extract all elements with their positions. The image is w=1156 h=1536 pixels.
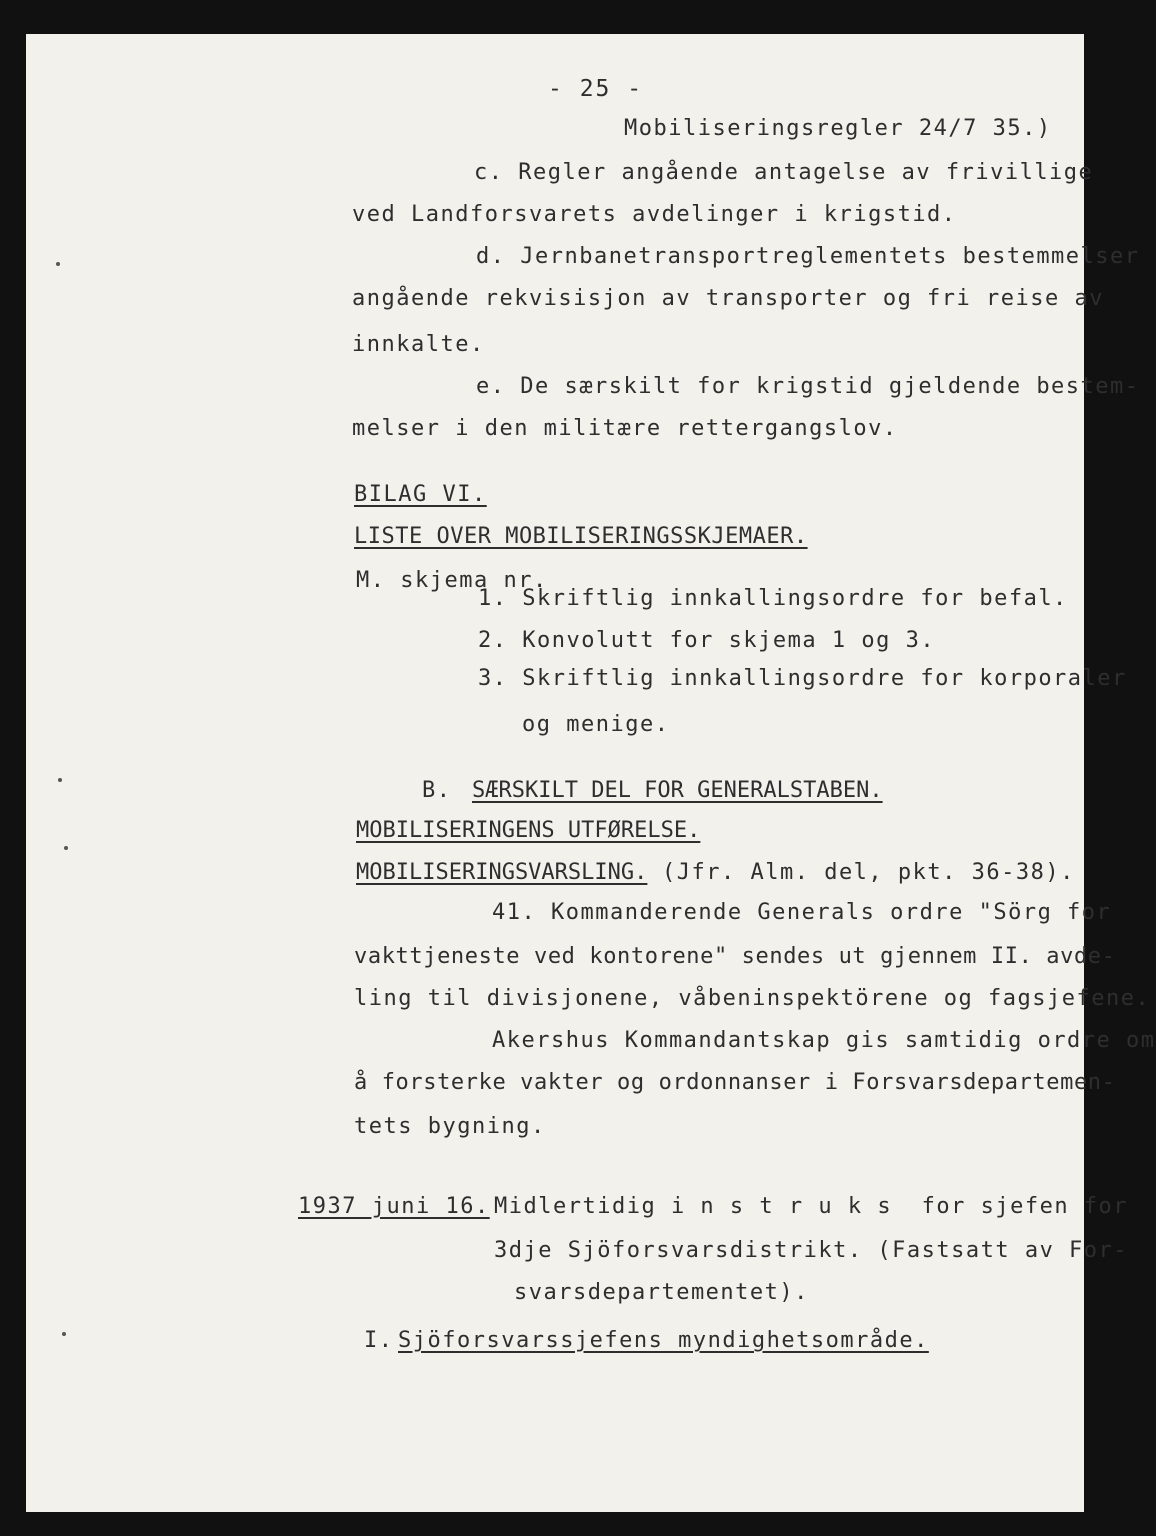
date-entry: 1937 juni 16. [298,1194,490,1219]
varsling-reference: (Jfr. Alm. del, pkt. 36-38). [662,860,1075,885]
item-c: c. Regler angående antagelse av frivillige [474,160,1094,185]
instruks-line3: svarsdepartementet). [514,1280,809,1305]
item-d-cont: angående rekvisisjon av transporter og fri reise av [352,286,1105,311]
item-d: d. Jernbanetransportreglementets bestemmelser [476,244,1140,269]
margin-mark [64,846,68,850]
instruks-line1: Midlertidig i n s t r u k s for sjefen for [494,1194,1129,1219]
item-c-cont: ved Landforsvarets avdelinger i krigstid. [352,202,957,227]
para41-line2: vakttjeneste ved kontorene" sendes ut gjennem II. avde- [354,944,1116,969]
section-b-prefix: B. [422,778,452,803]
skjema-item-2: 2. Konvolutt for skjema 1 og 3. [478,628,936,653]
heading-utforelse: MOBILISERINGENS UTFØRELSE. [356,818,701,843]
header-reference: Mobiliseringsregler 24/7 35.) [624,116,1052,141]
para41-line6: tets bygning. [354,1114,546,1139]
page-number: - 25 - [548,76,644,102]
section-b-title: SÆRSKILT DEL FOR GENERALSTABEN. [472,778,883,803]
margin-mark [58,778,62,782]
para41-line5: å forsterke vakter og ordonnanser i Forsvarsdepartemen- [354,1070,1116,1095]
bilag-subtitle: LISTE OVER MOBILISERINGSSKJEMAER. [354,524,808,549]
margin-mark [56,262,60,266]
para41-line4: Akershus Kommandantskap gis samtidig ordre om [492,1028,1156,1053]
item-e: e. De særskilt for krigstid gjeldende bestem- [476,374,1140,399]
heading-varsling: MOBILISERINGSVARSLING. [356,860,648,885]
item-d-cont2: innkalte. [352,332,485,357]
section-i-prefix: I. [364,1328,394,1353]
para41-line1: 41. Kommanderende Generals ordre "Sörg for [492,900,1112,925]
para41-line3: ling til divisjonene, våbeninspektörene og fagsjefene. [354,986,1151,1011]
document-page [26,34,1156,1512]
skjema-item-3-cont: og menige. [522,712,670,737]
instruks-line2: 3dje Sjöforsvarsdistrikt. (Fastsatt av For- [494,1238,1129,1263]
skjema-item-1: 1. Skriftlig innkallingsordre for befal. [478,586,1068,611]
margin-mark [62,1332,66,1336]
skjema-label: M. skjema nr. [356,568,548,593]
skjema-item-3: 3. Skriftlig innkallingsordre for korporaler [478,666,1127,691]
bilag-title: BILAG VI. [354,482,487,507]
section-i-title: Sjöforsvarssjefens myndighetsområde. [398,1328,929,1353]
item-e-cont: melser i den militære rettergangslov. [352,416,898,441]
